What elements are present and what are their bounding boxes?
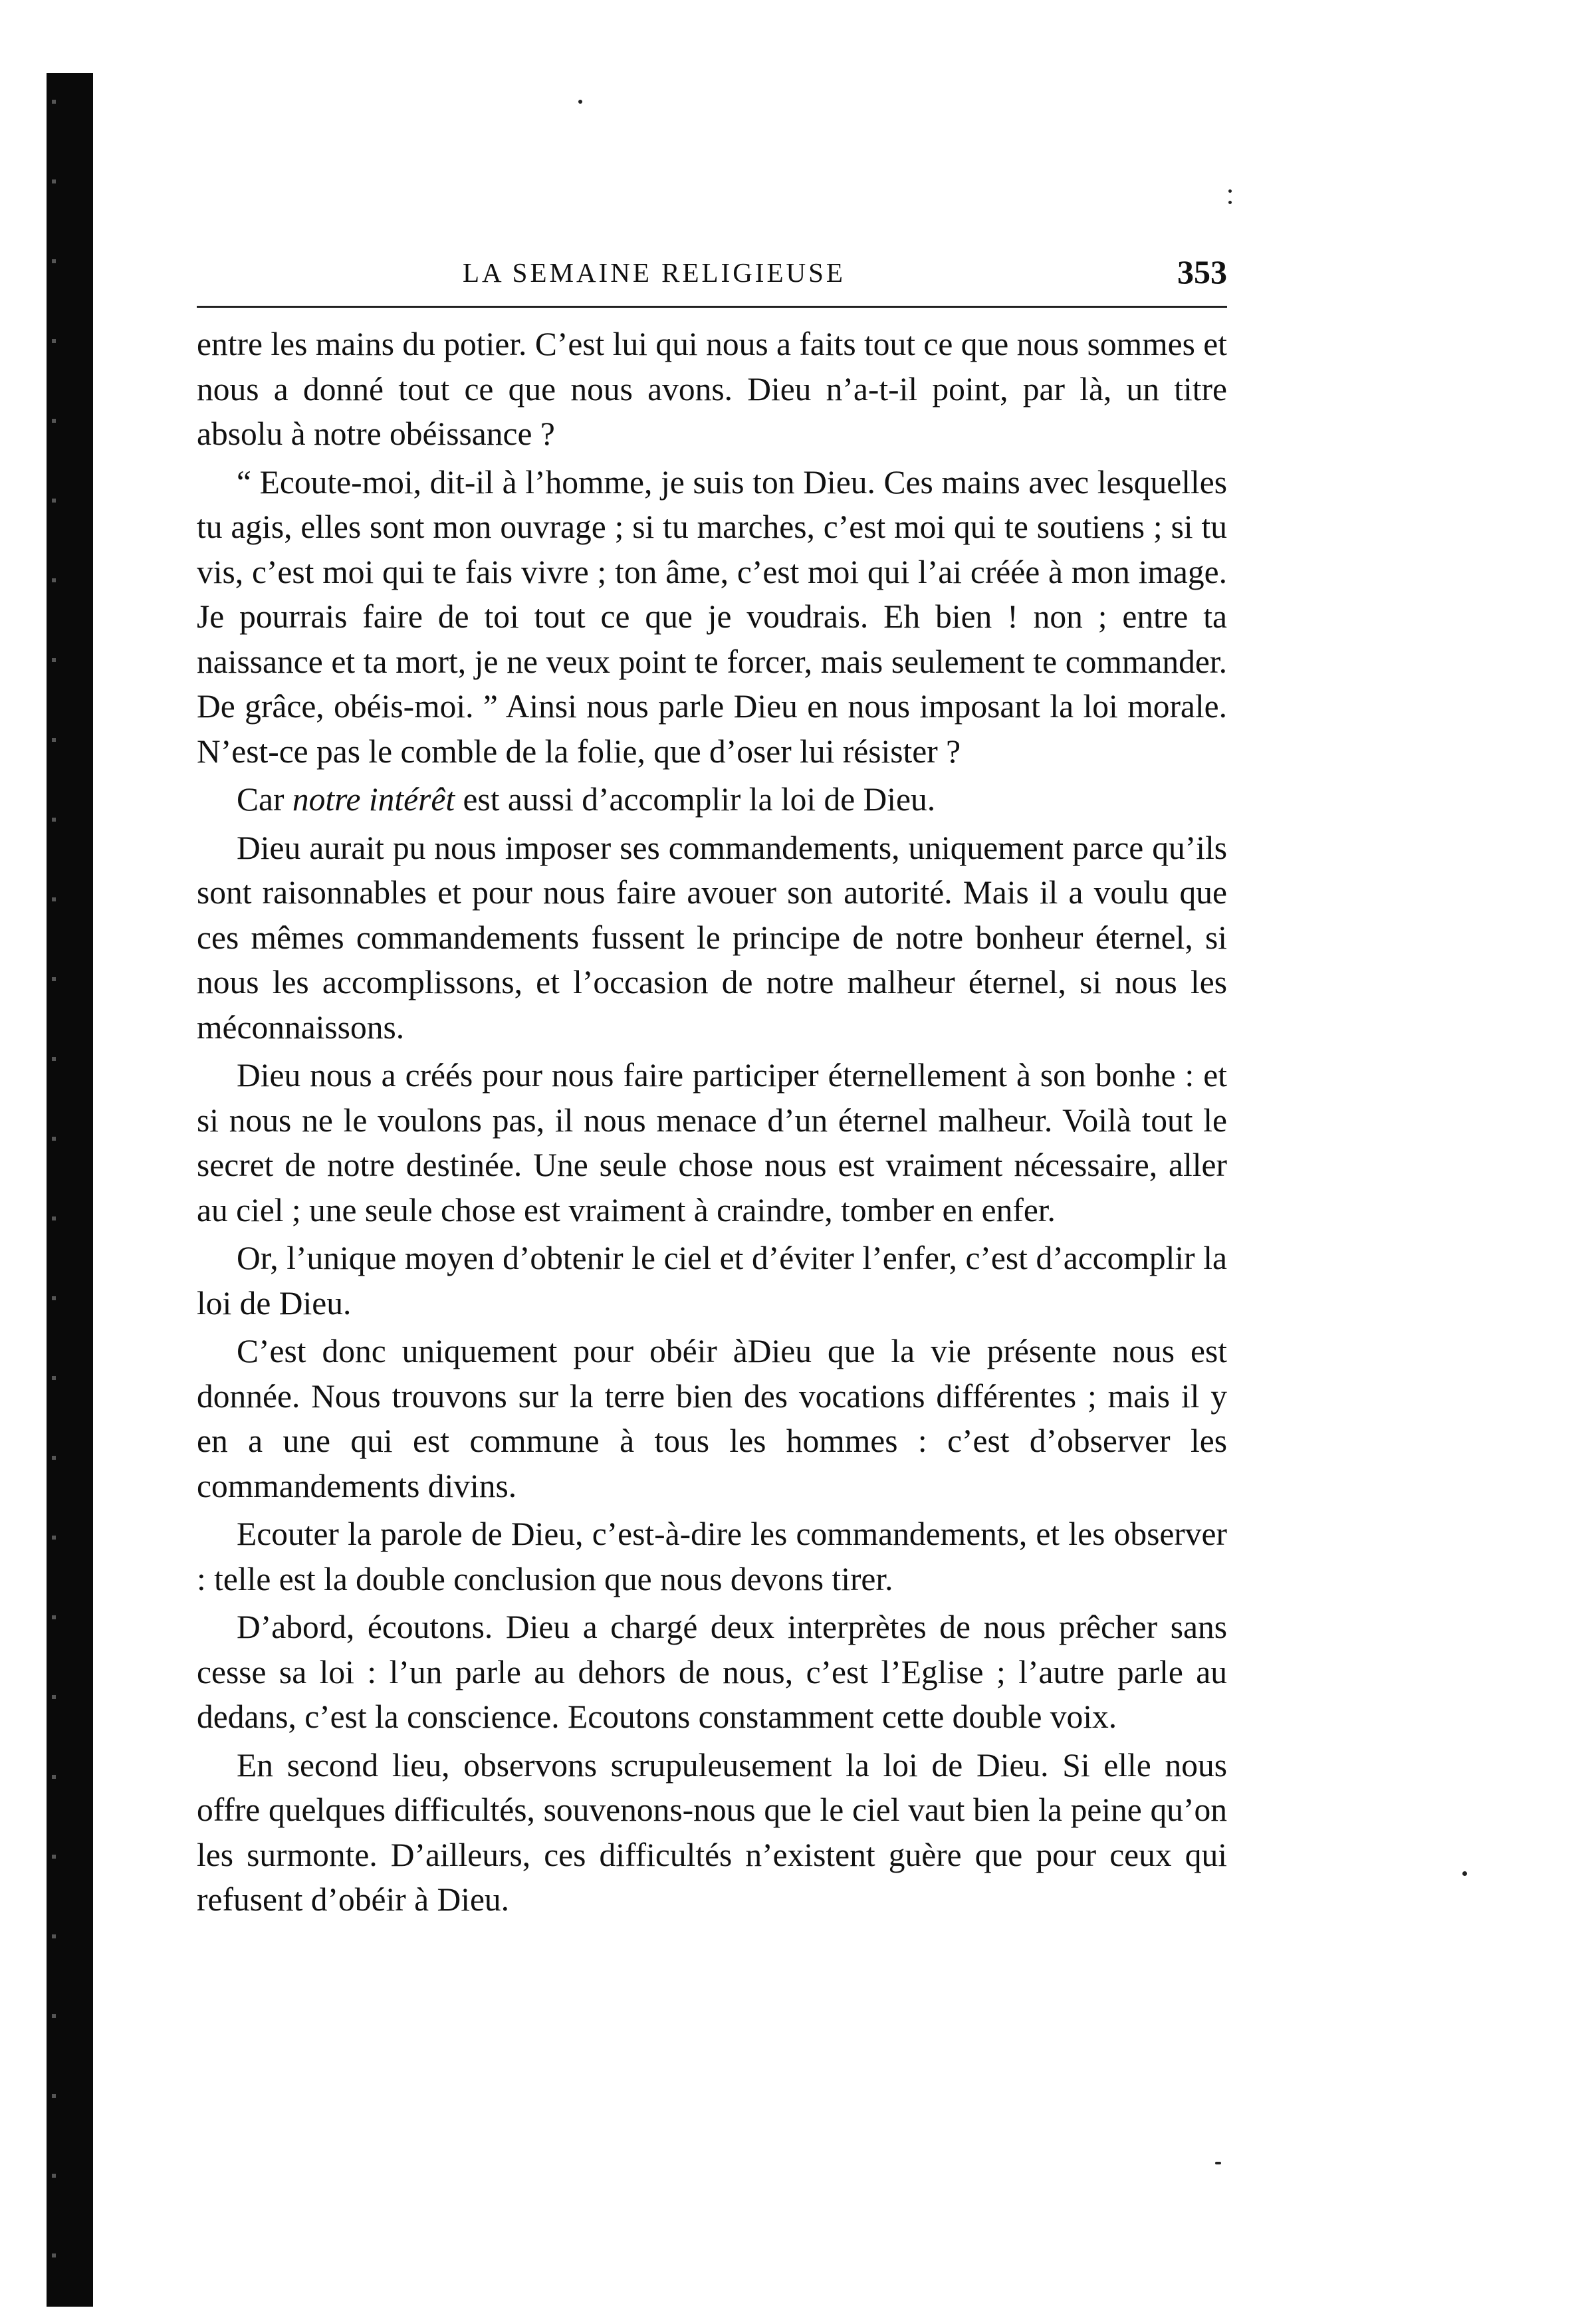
paragraph-present-life: C’est donc uniquement pour obéir àDieu que la vie présente nous est donnée. Nous trouvons sur la terre bien des vocations différentes ; mais il y en a une qui est commune à tous les hommes : c’est d’observer les commandements divins. [197,1333,1227,1504]
scan-speck [578,100,582,104]
paragraph-our-interest [197,777,1227,822]
paragraph-god-speaks: “ Ecoute-moi, dit-il à l’homme, je suis ton Dieu. Ces mains avec lesquelles tu agis, elles sont mon ouvrage ; si tu marches, c’est moi qui te soutiens ; si tu vis, c’est moi qui te fais vivre ; ton âme, c’est moi qui l’ai créée à mon image. Je pourrais faire de toi tout ce que je voudrais. Eh bien ! non ; entre ta naissance et ta mort, je ne veux point te forcer, mais seulement te commander. De grâce, obéis-moi. ” Ainsi nous parle Dieu en nous imposant la loi morale. N’est-ce pas le comble de la folie, que d’oser lui résister ? [197,463,1227,770]
scan-speck [1462,1871,1467,1876]
paragraph-only-means: Or, l’unique moyen d’obtenir le ciel et d’éviter l’enfer, c’est d’accomplir la loi de Dieu. [197,1240,1227,1322]
paragraph-destiny: Dieu nous a créés pour nous faire participer éternellement à son bonhe : et si nous ne le voulons pas, il nous menace d’un éternel malheur. Voilà tout le secret de notre destinée. Une seule chose nous est vraiment nécessaire, aller au ciel ; une seule chose est vraiment à craindre, tomber en enfer. [197,1057,1227,1228]
page-header [197,253,1227,292]
scan-speck [1228,201,1232,204]
book-binding-edge [47,73,93,2307]
paragraph-commandments: Dieu aurait pu nous imposer ses commandements, uniquement parce qu’ils sont raisonnables et pour nous faire avouer son autorité. Mais il a voulu que ces mêmes commandements fussent le principe de notre bonheur éternel, si nous les accomplissons, et l’occasion de notre malheur éternel, si nous les méconnaissons. [197,829,1227,1046]
paragraph-observe: En second lieu, observons scrupuleusement la loi de Dieu. Si elle nous offre quelques difficultés, souvenons-nous que le ciel vaut bien la peine qu’on les surmonte. D’ailleurs, ces difficultés n’existent guère que pour ceux qui refusent d’obéir à Dieu. [197,1746,1227,1918]
paragraph-listen: D’abord, écoutons. Dieu a chargé deux interprètes de nous prêcher sans cesse sa loi : l’un parle au dehors de nous, c’est l’Eglise ; l’autre parle au dedans, c’est la conscience. Ecoutons constamment cette double voix. [197,1609,1227,1735]
header-rule [197,306,1227,308]
running-title: LA SEMAINE RELIGIEUSE [463,257,846,288]
body-text [197,322,1227,1926]
scan-speck [1215,2162,1221,2164]
paragraph-conclusion: Ecouter la parole de Dieu, c’est-à-dire les commandements, et les observer : telle est la double conclusion que nous devons tirer. [197,1516,1227,1597]
scan-speck [1228,189,1232,193]
paragraph-our-interest-after: est aussi d’accomplir la loi de Dieu. [455,781,936,818]
paragraph-our-interest-before: Car [237,781,292,818]
paragraph-continuation: entre les mains du potier. C’est lui qui nous a faits tout ce que nous sommes et nous a donné tout ce que nous avons. Dieu n’a-t-il point, par là, un titre absolu à notre obéissance ? [197,326,1227,452]
page-number: 353 [1177,253,1227,290]
emphasis-notre-interet: notre intérêt [292,781,455,818]
